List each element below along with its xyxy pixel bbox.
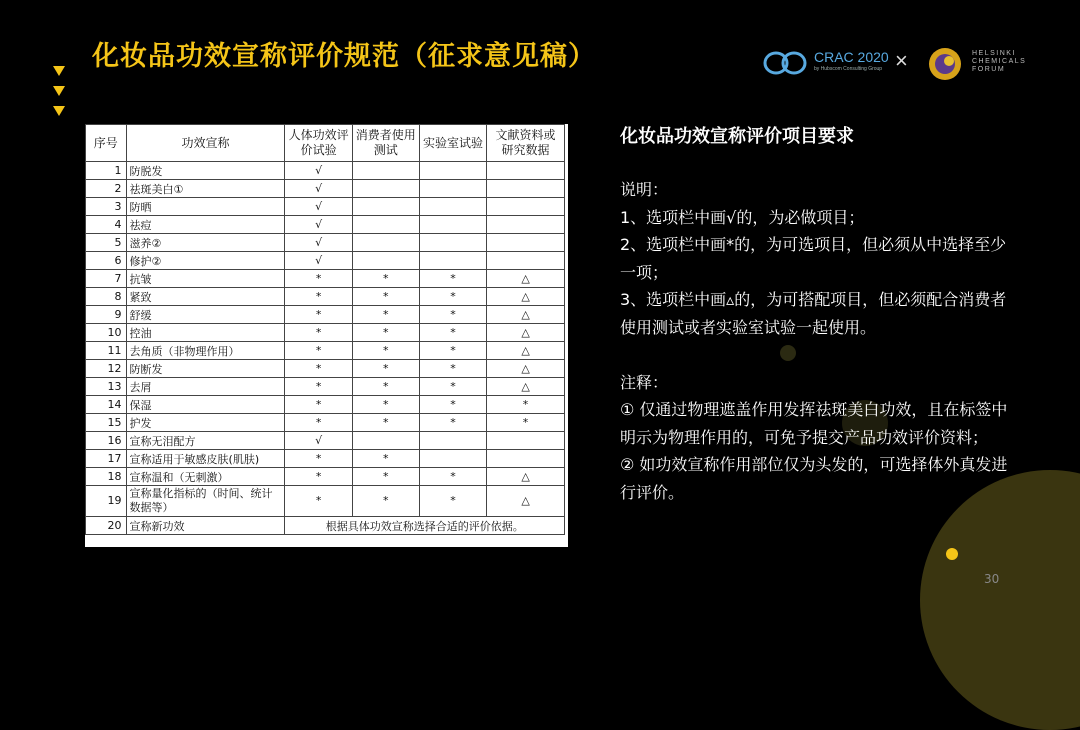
cell-mark-lab: * bbox=[419, 270, 486, 288]
table-row bbox=[86, 396, 565, 414]
header-lab-test: 实验室试验 bbox=[419, 125, 486, 162]
cell-mark-literature bbox=[487, 234, 565, 252]
table-row bbox=[86, 468, 565, 486]
cell-mark-consumer: * bbox=[352, 360, 419, 378]
cell-mark-lab: * bbox=[419, 342, 486, 360]
cell-mark-human: * bbox=[285, 360, 352, 378]
cell-mark-consumer: * bbox=[352, 486, 419, 517]
table-row bbox=[86, 378, 565, 396]
cell-mark-literature: * bbox=[487, 414, 565, 432]
cell-mark-human: √ bbox=[285, 216, 352, 234]
panel-body bbox=[620, 176, 1020, 506]
cell-num: 8 bbox=[86, 288, 127, 306]
cell-mark-consumer bbox=[352, 252, 419, 270]
header-num: 序号 bbox=[86, 125, 127, 162]
cell-mark-lab: * bbox=[419, 288, 486, 306]
cell-mark-consumer: * bbox=[352, 324, 419, 342]
panel-paragraph: ② 如功效宣称作用部位仅为头发的，可选择体外真发进行评价。 bbox=[620, 455, 1008, 502]
cell-num: 3 bbox=[86, 198, 127, 216]
cell-mark-human: * bbox=[285, 342, 352, 360]
panel-title: 化妆品功效宣称评价项目要求 bbox=[620, 126, 854, 147]
cell-mark-lab: * bbox=[419, 306, 486, 324]
cell-claim: 祛痘 bbox=[126, 216, 285, 234]
cell-mark-literature: △ bbox=[487, 288, 565, 306]
cell-mark-consumer bbox=[352, 180, 419, 198]
cell-claim: 宣称无泪配方 bbox=[126, 432, 285, 450]
table-row bbox=[86, 198, 565, 216]
cell-mark-human: * bbox=[285, 414, 352, 432]
crac-logo-text: CRAC 2020 bbox=[814, 49, 889, 65]
cell-mark-literature bbox=[487, 162, 565, 180]
cell-mark-literature: △ bbox=[487, 306, 565, 324]
cell-num: 4 bbox=[86, 216, 127, 234]
cell-num: 9 bbox=[86, 306, 127, 324]
cell-note: 根据具体功效宣称选择合适的评价依据。 bbox=[285, 517, 565, 535]
cell-claim: 去角质（非物理作用） bbox=[126, 342, 285, 360]
table-row bbox=[86, 180, 565, 198]
cell-mark-human: √ bbox=[285, 432, 352, 450]
cell-mark-human: * bbox=[285, 378, 352, 396]
decor-blob-large bbox=[920, 470, 1080, 730]
cell-mark-literature: △ bbox=[487, 378, 565, 396]
cell-mark-human: √ bbox=[285, 234, 352, 252]
cell-mark-human: √ bbox=[285, 252, 352, 270]
cell-claim: 抗皱 bbox=[126, 270, 285, 288]
cell-mark-consumer bbox=[352, 198, 419, 216]
cell-mark-consumer: * bbox=[352, 288, 419, 306]
table-row bbox=[86, 486, 565, 517]
cell-mark-literature: △ bbox=[487, 342, 565, 360]
cell-num: 14 bbox=[86, 396, 127, 414]
cell-mark-literature bbox=[487, 252, 565, 270]
cell-mark-literature bbox=[487, 450, 565, 468]
cell-mark-lab bbox=[419, 162, 486, 180]
cell-num: 16 bbox=[86, 432, 127, 450]
table-row bbox=[86, 162, 565, 180]
cell-num: 6 bbox=[86, 252, 127, 270]
cell-mark-human: * bbox=[285, 450, 352, 468]
cell-mark-consumer: * bbox=[352, 306, 419, 324]
table-row bbox=[86, 288, 565, 306]
cell-claim: 祛斑美白① bbox=[126, 180, 285, 198]
cell-mark-literature: * bbox=[487, 396, 565, 414]
triangle-icon-3 bbox=[53, 106, 65, 116]
cell-mark-lab bbox=[419, 450, 486, 468]
cell-mark-lab: * bbox=[419, 396, 486, 414]
crac-logo-subtext: by Hubscom Consulting Group bbox=[814, 66, 883, 72]
cell-claim: 宣称适用于敏感皮肤(肌肤) bbox=[126, 450, 285, 468]
panel-paragraph: 1、选项栏中画√的，为必做项目； bbox=[620, 207, 865, 227]
table-row bbox=[86, 252, 565, 270]
cell-num: 7 bbox=[86, 270, 127, 288]
panel-paragraph: 3、选项栏中画▵的，为可搭配项目，但必须配合消费者使用测试或者实验室试验一起使用。 bbox=[620, 290, 1007, 337]
cell-mark-literature bbox=[487, 432, 565, 450]
table-row bbox=[86, 432, 565, 450]
cell-mark-consumer: * bbox=[352, 378, 419, 396]
cell-mark-human: * bbox=[285, 306, 352, 324]
cell-mark-human: * bbox=[285, 468, 352, 486]
table-body bbox=[86, 162, 565, 535]
cell-num: 18 bbox=[86, 468, 127, 486]
table-row bbox=[86, 216, 565, 234]
cell-num: 11 bbox=[86, 342, 127, 360]
panel-paragraph: 2、选项栏中画*的，为可选项目，但必须从中选择至少一项； bbox=[620, 235, 1007, 282]
cell-claim: 控油 bbox=[126, 324, 285, 342]
decor-blob-dot bbox=[946, 548, 958, 560]
cell-mark-lab bbox=[419, 180, 486, 198]
hcf-logo-text: HELSINKI CHEMICALS FORUM bbox=[972, 50, 1027, 73]
cell-num: 20 bbox=[86, 517, 127, 535]
triangle-icon-2 bbox=[53, 86, 65, 96]
cell-claim: 滋养② bbox=[126, 234, 285, 252]
cell-mark-literature: △ bbox=[487, 468, 565, 486]
cell-mark-lab: * bbox=[419, 378, 486, 396]
cell-claim: 舒缓 bbox=[126, 306, 285, 324]
cell-claim: 防晒 bbox=[126, 198, 285, 216]
cell-mark-consumer: * bbox=[352, 270, 419, 288]
header-consumer-test: 消费者使用测试 bbox=[352, 125, 419, 162]
cell-num: 19 bbox=[86, 486, 127, 517]
cell-mark-literature bbox=[487, 216, 565, 234]
header-literature: 文献资料或研究数据 bbox=[487, 125, 565, 162]
cell-num: 15 bbox=[86, 414, 127, 432]
table-row bbox=[86, 324, 565, 342]
cell-mark-consumer bbox=[352, 216, 419, 234]
cell-mark-human: √ bbox=[285, 162, 352, 180]
cell-mark-human: * bbox=[285, 270, 352, 288]
table-row bbox=[86, 414, 565, 432]
cell-num: 17 bbox=[86, 450, 127, 468]
cell-claim: 保湿 bbox=[126, 396, 285, 414]
cell-claim: 防断发 bbox=[126, 360, 285, 378]
cell-mark-consumer: * bbox=[352, 450, 419, 468]
cell-mark-human: * bbox=[285, 486, 352, 517]
cell-claim: 宣称量化指标的（时间、统计数据等） bbox=[126, 486, 285, 517]
cell-mark-human: * bbox=[285, 288, 352, 306]
table-row bbox=[86, 234, 565, 252]
panel-paragraph bbox=[620, 341, 1020, 369]
cell-mark-literature: △ bbox=[487, 270, 565, 288]
cell-mark-lab bbox=[419, 252, 486, 270]
panel-paragraph: 注释： bbox=[620, 372, 669, 392]
cell-mark-lab bbox=[419, 432, 486, 450]
cell-mark-lab bbox=[419, 198, 486, 216]
cell-mark-literature: △ bbox=[487, 324, 565, 342]
triangle-icon-1 bbox=[53, 66, 65, 76]
cell-claim: 修护② bbox=[126, 252, 285, 270]
cell-mark-consumer bbox=[352, 234, 419, 252]
panel-paragraph: ① 仅通过物理遮盖作用发挥祛斑美白功效，且在标签中明示为物理作用的，可免予提交产品功效评价资料； bbox=[620, 400, 1008, 447]
header-human-test: 人体功效评价试验 bbox=[285, 125, 352, 162]
cell-num: 13 bbox=[86, 378, 127, 396]
cell-mark-literature bbox=[487, 180, 565, 198]
cell-mark-consumer bbox=[352, 432, 419, 450]
header-claim: 功效宣称 bbox=[126, 125, 285, 162]
cell-num: 5 bbox=[86, 234, 127, 252]
logo-area bbox=[762, 46, 1032, 80]
cell-mark-literature bbox=[487, 198, 565, 216]
table-row bbox=[86, 342, 565, 360]
cell-mark-human: √ bbox=[285, 180, 352, 198]
cell-mark-consumer: * bbox=[352, 414, 419, 432]
cell-num: 2 bbox=[86, 180, 127, 198]
cell-mark-lab bbox=[419, 216, 486, 234]
cell-mark-human: √ bbox=[285, 198, 352, 216]
claims-table bbox=[85, 124, 565, 535]
cell-mark-lab: * bbox=[419, 360, 486, 378]
cell-mark-human: * bbox=[285, 396, 352, 414]
cell-claim: 防脱发 bbox=[126, 162, 285, 180]
table-row bbox=[86, 360, 565, 378]
panel-paragraph: 说明： bbox=[620, 180, 669, 199]
cell-mark-lab: * bbox=[419, 414, 486, 432]
cell-mark-literature: △ bbox=[487, 360, 565, 378]
hcf-logo-icon bbox=[927, 46, 967, 82]
cell-claim: 宣称新功效 bbox=[126, 517, 285, 535]
table-row bbox=[86, 517, 565, 535]
cell-mark-consumer: * bbox=[352, 342, 419, 360]
table-row bbox=[86, 270, 565, 288]
times-icon: × bbox=[895, 48, 908, 73]
cell-mark-lab: * bbox=[419, 468, 486, 486]
cell-mark-lab: * bbox=[419, 486, 486, 517]
cell-num: 1 bbox=[86, 162, 127, 180]
cell-mark-consumer: * bbox=[352, 468, 419, 486]
cell-claim: 护发 bbox=[126, 414, 285, 432]
table-header-row bbox=[86, 125, 565, 162]
slide-title: 化妆品功效宣称评价规范（征求意见稿） bbox=[92, 41, 596, 72]
cell-claim: 宣称温和（无刺激） bbox=[126, 468, 285, 486]
cell-mark-consumer bbox=[352, 162, 419, 180]
crac-logo-icon bbox=[762, 48, 810, 78]
cell-num: 10 bbox=[86, 324, 127, 342]
cell-num: 12 bbox=[86, 360, 127, 378]
cell-mark-literature: △ bbox=[487, 486, 565, 517]
table-row bbox=[86, 450, 565, 468]
cell-claim: 紧致 bbox=[126, 288, 285, 306]
cell-mark-human: * bbox=[285, 324, 352, 342]
cell-mark-lab bbox=[419, 234, 486, 252]
cell-mark-lab: * bbox=[419, 324, 486, 342]
page-number: 30 bbox=[984, 572, 1000, 586]
cell-mark-consumer: * bbox=[352, 396, 419, 414]
claims-table-image bbox=[85, 124, 568, 547]
cell-claim: 去屑 bbox=[126, 378, 285, 396]
table-row bbox=[86, 306, 565, 324]
